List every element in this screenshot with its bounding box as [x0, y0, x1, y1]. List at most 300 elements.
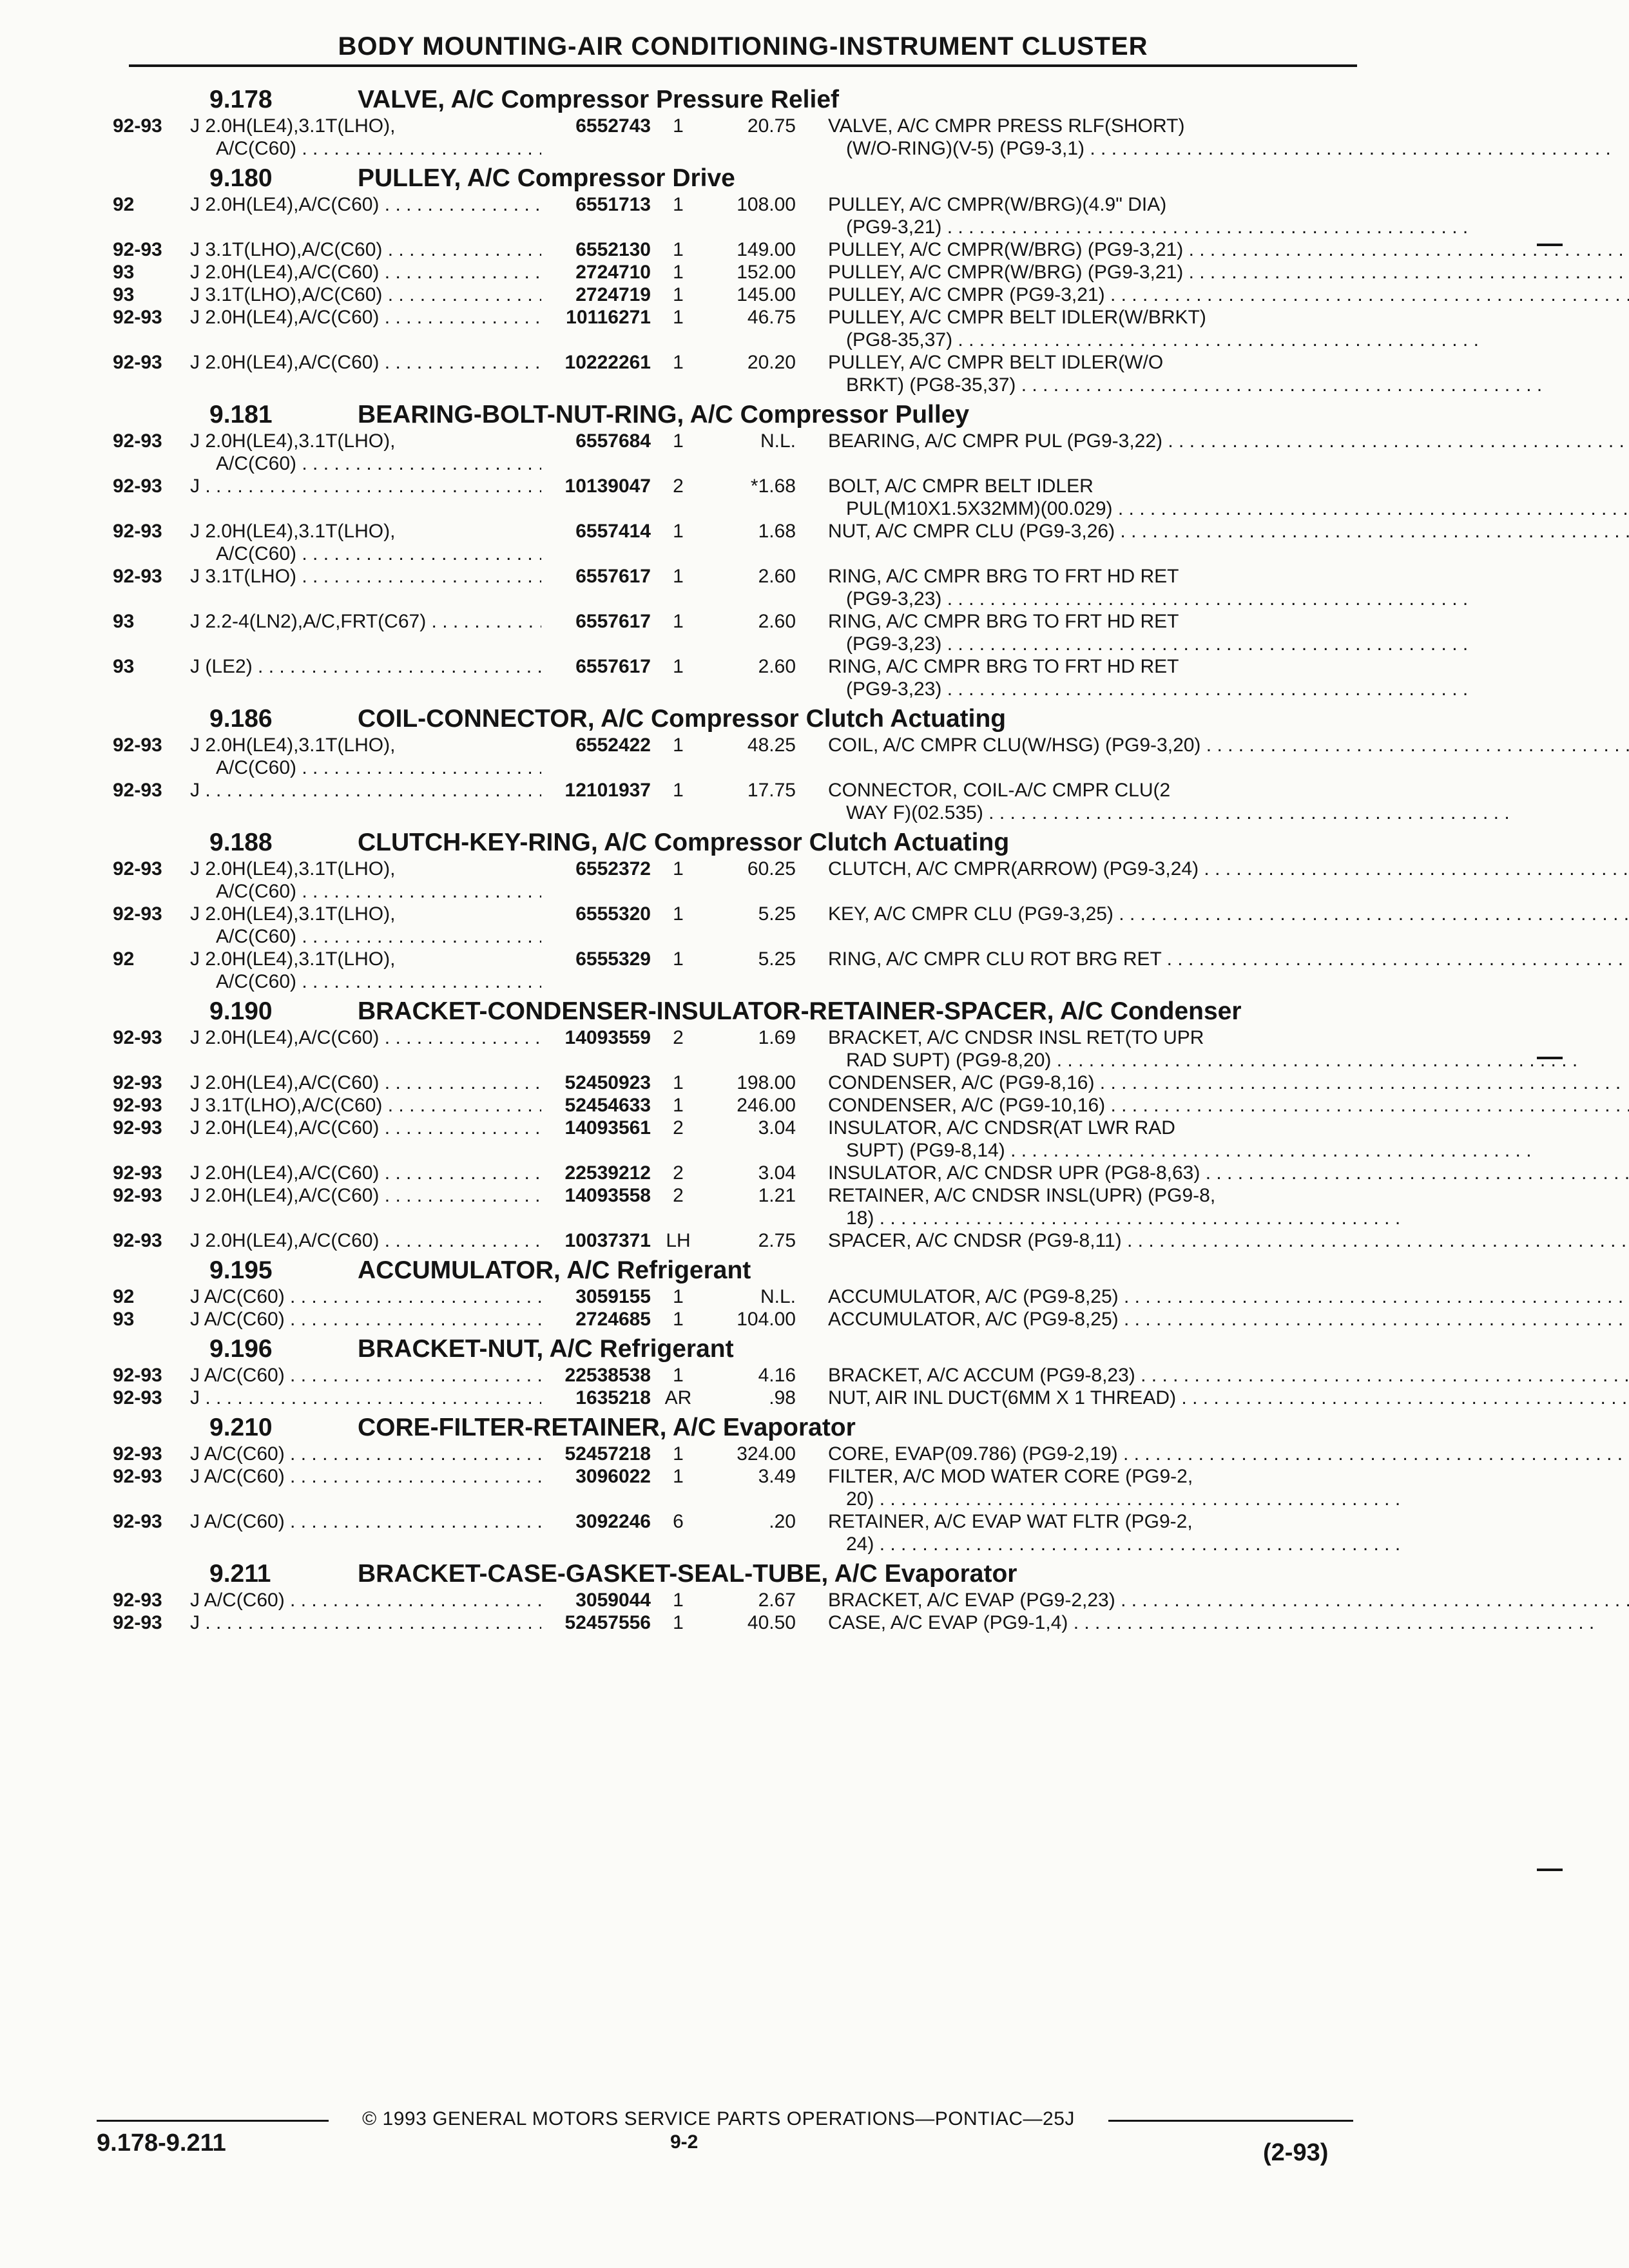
model-year: 92-93	[113, 1466, 162, 1487]
model-year: 92-93	[113, 566, 162, 587]
description-line: CONNECTOR, COIL-A/C CMPR CLU(2	[828, 780, 1171, 801]
part-number: 22539212	[564, 1162, 651, 1184]
part-row	[113, 1094, 1363, 1117]
part-number: 6557684	[575, 430, 651, 452]
application-line: J . . .	[190, 1611, 541, 1634]
description	[796, 1026, 1577, 1072]
application-line: A/C(C60) . . .	[190, 543, 541, 565]
model-year: 92-93	[113, 858, 162, 879]
description-line: RETAINER, A/C EVAP WAT FLTR (PG9-2,	[828, 1511, 1193, 1532]
description	[796, 1184, 1400, 1229]
application	[190, 1094, 541, 1117]
quantity: 1	[673, 1095, 684, 1116]
part-number: 14093559	[564, 1027, 651, 1048]
application-line: A/C(C60) . . .	[190, 970, 541, 993]
model-year: 92-93	[113, 1511, 162, 1532]
section-title: BRACKET-CONDENSER-INSULATOR-RETAINER-SPACER, A/C Condenser	[358, 997, 1242, 1025]
description-line: SUPT) (PG9-8,14) . . .	[828, 1139, 1532, 1162]
price: 20.75	[747, 115, 796, 137]
model-year: 92-93	[113, 1387, 162, 1408]
model-year: 93	[113, 611, 135, 632]
catalog-section	[113, 828, 1363, 993]
quantity: 2	[673, 1117, 684, 1139]
description-line: RETAINER, A/C CNDSR INSL(UPR) (PG9-8,	[828, 1185, 1216, 1206]
catalog-section	[113, 704, 1363, 824]
application-line: J 2.0H(LE4),A/C(C60) . . .	[190, 306, 541, 329]
application	[190, 734, 541, 779]
application-line: J 3.1T(LHO),A/C(C60) . . .	[190, 284, 541, 306]
model-year: 92-93	[113, 521, 162, 542]
quantity: 1	[673, 352, 684, 373]
model-year: 92-93	[113, 780, 162, 801]
model-year: 92-93	[113, 1162, 162, 1184]
quantity: 1	[673, 1590, 684, 1611]
model-year: 92-93	[113, 430, 162, 452]
description	[796, 1510, 1400, 1555]
quantity: 1	[673, 262, 684, 283]
description	[796, 306, 1479, 351]
description-line: PULLEY, A/C CMPR(W/BRG) (PG9-3,21) . . .	[828, 261, 1629, 284]
model-year: 92-93	[113, 307, 162, 328]
part-number: 6552372	[575, 858, 651, 879]
part-row	[113, 284, 1363, 306]
application-line: J 2.0H(LE4),A/C(C60) . . .	[190, 1072, 541, 1094]
quantity: 2	[673, 1162, 684, 1184]
part-number: 52450923	[564, 1072, 651, 1093]
description-line: (PG9-3,23) . . .	[828, 588, 1468, 610]
part-row	[113, 1364, 1363, 1387]
part-number: 6552130	[575, 239, 651, 260]
application-line: J 2.0H(LE4),A/C(C60) . . .	[190, 1026, 541, 1049]
catalog-section	[113, 997, 1363, 1252]
model-year: 92-93	[113, 1443, 162, 1465]
part-row	[113, 1387, 1363, 1409]
description	[796, 1611, 1594, 1634]
price: 145.00	[737, 284, 796, 305]
description-line: (W/O-RING)(V-5) (PG9-3,1) . . .	[828, 137, 1611, 160]
quantity: 1	[673, 115, 684, 137]
price: 3.49	[758, 1466, 796, 1487]
application	[190, 948, 541, 993]
model-year: 93	[113, 262, 135, 283]
price: .20	[769, 1511, 796, 1532]
part-number: 6557617	[575, 656, 651, 677]
part-row	[113, 115, 1363, 160]
price: 20.20	[747, 352, 796, 373]
price: 1.21	[758, 1185, 796, 1206]
part-number: 10139047	[564, 476, 651, 497]
model-year: 92-93	[113, 115, 162, 137]
quantity: 1	[673, 284, 684, 305]
application-line: J A/C(C60) . . .	[190, 1308, 541, 1331]
application	[190, 565, 541, 588]
price: .98	[769, 1387, 796, 1408]
application	[190, 1162, 541, 1184]
price: N.L.	[760, 1286, 796, 1307]
part-number: 6557617	[575, 566, 651, 587]
section-heading	[113, 997, 1363, 1026]
application	[190, 1308, 541, 1331]
description	[796, 1387, 1629, 1409]
description	[796, 475, 1629, 520]
quantity: 1	[673, 1612, 684, 1633]
section-title: ACCUMULATOR, A/C Refrigerant	[358, 1256, 751, 1284]
quantity: 6	[673, 1511, 684, 1532]
price: 1.68	[758, 521, 796, 542]
application	[190, 284, 541, 306]
model-year: 92-93	[113, 476, 162, 497]
price: 2.75	[758, 1230, 796, 1251]
application	[190, 779, 541, 802]
price: 3.04	[758, 1162, 796, 1184]
quantity: 1	[673, 948, 684, 970]
price: 198.00	[737, 1072, 796, 1093]
application	[190, 655, 541, 678]
part-row	[113, 1117, 1363, 1162]
application	[190, 1364, 541, 1387]
description-line: RING, A/C CMPR BRG TO FRT HD RET	[828, 566, 1179, 587]
application	[190, 520, 541, 565]
part-row	[113, 193, 1363, 238]
price: 246.00	[737, 1095, 796, 1116]
catalog-section	[113, 400, 1363, 700]
part-number: 6555320	[575, 903, 651, 925]
part-row	[113, 903, 1363, 948]
application-line: J A/C(C60) . . .	[190, 1465, 541, 1488]
quantity: 1	[673, 735, 684, 756]
price: 17.75	[747, 780, 796, 801]
price: 108.00	[737, 194, 796, 215]
application-line: A/C(C60) . . .	[190, 137, 541, 160]
part-number: 2724719	[575, 284, 651, 305]
description-line: INSULATOR, A/C CNDSR UPR (PG8-8,63) . . .	[828, 1162, 1629, 1184]
catalog-section	[113, 1413, 1363, 1555]
description	[796, 193, 1468, 238]
margin-mark	[1537, 1869, 1563, 1871]
application-line: J 2.0H(LE4),3.1T(LHO),	[190, 903, 396, 925]
application	[190, 1611, 541, 1634]
part-row	[113, 306, 1363, 351]
part-row	[113, 475, 1363, 520]
model-year: 93	[113, 656, 135, 677]
header-rule	[129, 64, 1357, 67]
price: 46.75	[747, 307, 796, 328]
part-row	[113, 1589, 1363, 1611]
description-line: BRKT) (PG8-35,37) . . .	[828, 374, 1542, 396]
part-number: 6555329	[575, 948, 651, 970]
model-year: 92-93	[113, 1612, 162, 1633]
catalog-section	[113, 1256, 1363, 1331]
description-line: SPACER, A/C CNDSR (PG9-8,11) . . .	[828, 1229, 1629, 1252]
price: 4.16	[758, 1365, 796, 1386]
description-line: CONDENSER, A/C (PG9-10,16) . . .	[828, 1094, 1629, 1117]
application-line: J 2.0H(LE4),3.1T(LHO),	[190, 521, 396, 542]
application-line: J 2.0H(LE4),3.1T(LHO),	[190, 948, 396, 970]
description-line: PULLEY, A/C CMPR (PG9-3,21) . . .	[828, 284, 1629, 306]
application	[190, 1443, 541, 1465]
application-line: J (LE2) . . .	[190, 655, 541, 678]
description-line: BRACKET, A/C EVAP (PG9-2,23) . . .	[828, 1589, 1629, 1611]
part-row	[113, 610, 1363, 655]
quantity: 1	[673, 1072, 684, 1093]
description-line: BRACKET, A/C ACCUM (PG9-8,23) . . .	[828, 1364, 1629, 1387]
model-year: 92-93	[113, 352, 162, 373]
catalog-section	[113, 1559, 1363, 1634]
part-number: 52454633	[564, 1095, 651, 1116]
description-line: CLUTCH, A/C CMPR(ARROW) (PG9-3,24) . . .	[828, 858, 1629, 880]
part-row	[113, 1229, 1363, 1252]
quantity: 1	[673, 430, 684, 452]
description	[796, 779, 1510, 824]
footer-revision-date: (2-93)	[1263, 2139, 1329, 2166]
section-number: 9.211	[209, 1560, 271, 1588]
section-number: 9.180	[209, 164, 273, 192]
description-line: WAY F)(02.535) . . .	[828, 802, 1510, 824]
description-line: 18) . . .	[828, 1207, 1400, 1229]
description-line: PULLEY, A/C CMPR BELT IDLER(W/BRKT)	[828, 307, 1206, 328]
description-line: (PG9-3,21) . . .	[828, 216, 1468, 238]
application-line: J 2.0H(LE4),A/C(C60) . . .	[190, 261, 541, 284]
part-row	[113, 1162, 1363, 1184]
footer-section-range: 9.178-9.211	[97, 2129, 226, 2157]
quantity: 1	[673, 903, 684, 925]
part-number: 10037371	[564, 1230, 651, 1251]
description	[796, 1589, 1629, 1611]
quantity: 1	[673, 858, 684, 879]
application-line: J A/C(C60) . . .	[190, 1443, 541, 1465]
section-heading	[113, 828, 1363, 858]
section-heading	[113, 1559, 1363, 1589]
part-row	[113, 948, 1363, 993]
description-line: RING, A/C CMPR CLU ROT BRG RET . . .	[828, 948, 1629, 970]
description-line: CORE, EVAP(09.786) (PG9-2,19) . . .	[828, 1443, 1629, 1465]
price: 40.50	[747, 1612, 796, 1633]
application	[190, 903, 541, 948]
section-number: 9.188	[209, 829, 273, 856]
part-number: 6552743	[575, 115, 651, 137]
section-title: VALVE, A/C Compressor Pressure Relief	[358, 86, 840, 113]
part-number: 10222261	[564, 352, 651, 373]
section-title: PULLEY, A/C Compressor Drive	[358, 164, 735, 192]
application	[190, 1184, 541, 1207]
part-number: 52457218	[564, 1443, 651, 1465]
application	[190, 306, 541, 329]
quantity: 1	[673, 566, 684, 587]
application	[190, 1465, 541, 1488]
model-year: 92-93	[113, 1590, 162, 1611]
description-line: RING, A/C CMPR BRG TO FRT HD RET	[828, 656, 1179, 677]
description	[796, 610, 1468, 655]
part-row	[113, 520, 1363, 565]
footer-page-number: 9-2	[670, 2131, 699, 2153]
description-line: (PG8-35,37) . . .	[828, 329, 1479, 351]
application-line: A/C(C60) . . .	[190, 880, 541, 903]
application-line: A/C(C60) . . .	[190, 452, 541, 475]
application	[190, 1229, 541, 1252]
description-line: (PG9-3,23) . . .	[828, 633, 1468, 655]
description	[796, 1285, 1629, 1308]
part-row	[113, 655, 1363, 700]
catalog-section	[113, 1334, 1363, 1409]
price: 60.25	[747, 858, 796, 879]
part-row	[113, 1465, 1363, 1510]
application-line: J . . .	[190, 475, 541, 497]
quantity: 1	[673, 780, 684, 801]
application-line: J 2.0H(LE4),A/C(C60) . . .	[190, 1229, 541, 1252]
model-year: 92-93	[113, 1095, 162, 1116]
application	[190, 1589, 541, 1611]
section-number: 9.190	[209, 997, 273, 1025]
price: 104.00	[737, 1309, 796, 1330]
section-heading	[113, 704, 1363, 734]
part-number: 6557414	[575, 521, 651, 542]
description	[796, 261, 1629, 284]
application	[190, 430, 541, 475]
application	[190, 858, 541, 903]
price: 3.04	[758, 1117, 796, 1139]
section-heading	[113, 1413, 1363, 1443]
part-row	[113, 779, 1363, 824]
description	[796, 1364, 1629, 1387]
part-number: 12101937	[564, 780, 651, 801]
description	[796, 1117, 1532, 1162]
application	[190, 1510, 541, 1533]
application-line: J 2.0H(LE4),3.1T(LHO),	[190, 735, 396, 756]
part-row	[113, 1510, 1363, 1555]
part-number: 22538538	[564, 1365, 651, 1386]
part-number: 6557617	[575, 611, 651, 632]
part-row	[113, 1308, 1363, 1331]
description	[796, 1308, 1629, 1331]
application-line: J 2.0H(LE4),A/C(C60) . . .	[190, 351, 541, 374]
description-line: RAD SUPT) (PG9-8,20) . . .	[828, 1049, 1577, 1072]
quantity: 1	[673, 307, 684, 328]
application	[190, 193, 541, 216]
price: 2.60	[758, 566, 796, 587]
quantity: 1	[673, 1309, 684, 1330]
model-year: 92	[113, 1286, 135, 1307]
description-line: BRACKET, A/C CNDSR INSL RET(TO UPR	[828, 1027, 1204, 1048]
application	[190, 1072, 541, 1094]
part-number: 3092246	[575, 1511, 651, 1532]
price: 1.69	[758, 1027, 796, 1048]
application-line: J 2.0H(LE4),A/C(C60) . . .	[190, 1162, 541, 1184]
price: 5.25	[758, 903, 796, 925]
section-title: CLUTCH-KEY-RING, A/C Compressor Clutch Actuating	[358, 829, 1010, 856]
model-year: 92-93	[113, 1230, 162, 1251]
description	[796, 520, 1629, 543]
part-row	[113, 238, 1363, 261]
section-title: CORE-FILTER-RETAINER, A/C Evaporator	[358, 1414, 856, 1441]
part-row	[113, 261, 1363, 284]
section-title: BRACKET-NUT, A/C Refrigerant	[358, 1335, 734, 1363]
description	[796, 948, 1629, 970]
page-title: BODY MOUNTING-AIR CONDITIONING-INSTRUMENT CLUSTER	[338, 32, 1148, 61]
application-line: J A/C(C60) . . .	[190, 1589, 541, 1611]
description-line: CONDENSER, A/C (PG9-8,16) . . .	[828, 1072, 1621, 1094]
model-year: 92-93	[113, 903, 162, 925]
model-year: 92	[113, 194, 135, 215]
application-line: A/C(C60) . . .	[190, 925, 541, 948]
price: 324.00	[737, 1443, 796, 1465]
section-title: BEARING-BOLT-NUT-RING, A/C Compressor Pulley	[358, 401, 970, 428]
description-line: COIL, A/C CMPR CLU(W/HSG) (PG9-3,20) . . .	[828, 734, 1629, 756]
model-year: 92-93	[113, 735, 162, 756]
section-heading	[113, 164, 1363, 193]
description	[796, 858, 1629, 880]
description-line: RING, A/C CMPR BRG TO FRT HD RET	[828, 611, 1179, 632]
section-heading	[113, 1334, 1363, 1364]
application	[190, 1285, 541, 1308]
application-line: J 2.0H(LE4),3.1T(LHO),	[190, 430, 396, 452]
application-line: J 3.1T(LHO),A/C(C60) . . .	[190, 238, 541, 261]
application	[190, 1117, 541, 1139]
model-year: 93	[113, 1309, 135, 1330]
quantity: 2	[673, 1027, 684, 1048]
description-line: (PG9-3,23) . . .	[828, 678, 1468, 700]
part-row	[113, 1285, 1363, 1308]
quantity: 1	[673, 1365, 684, 1386]
description-line: PULLEY, A/C CMPR(W/BRG) (PG9-3,21) . . .	[828, 238, 1629, 261]
application-line: J 2.2-4(LN2),A/C,FRT(C67) . . .	[190, 610, 541, 633]
application-line: A/C(C60) . . .	[190, 756, 541, 779]
application	[190, 475, 541, 497]
model-year: 92-93	[113, 1027, 162, 1048]
description-line: ACCUMULATOR, A/C (PG9-8,25) . . .	[828, 1285, 1629, 1308]
description	[796, 1094, 1629, 1117]
section-title: COIL-CONNECTOR, A/C Compressor Clutch Actuating	[358, 705, 1007, 733]
part-number: 1635218	[575, 1387, 651, 1408]
price: 152.00	[737, 262, 796, 283]
quantity: 1	[673, 611, 684, 632]
catalog-section	[113, 164, 1363, 396]
section-number: 9.196	[209, 1335, 273, 1363]
description	[796, 903, 1629, 925]
application	[190, 610, 541, 633]
description-line: FILTER, A/C MOD WATER CORE (PG9-2,	[828, 1466, 1193, 1487]
description-line: BOLT, A/C CMPR BELT IDLER	[828, 476, 1094, 497]
description	[796, 238, 1629, 261]
application-line: J 2.0H(LE4),3.1T(LHO),	[190, 115, 396, 137]
quantity: 1	[673, 239, 684, 260]
part-row	[113, 565, 1363, 610]
application-line: J 3.1T(LHO),A/C(C60) . . .	[190, 1094, 541, 1117]
application-line: J 2.0H(LE4),A/C(C60) . . .	[190, 193, 541, 216]
application-line: J . . .	[190, 1387, 541, 1409]
footer-rule-left	[97, 2120, 329, 2122]
application-line: J 2.0H(LE4),3.1T(LHO),	[190, 858, 396, 879]
part-number: 52457556	[564, 1612, 651, 1633]
application-line: J . . .	[190, 779, 541, 802]
description	[796, 1443, 1629, 1465]
application-line: J 2.0H(LE4),A/C(C60) . . .	[190, 1117, 541, 1139]
part-row	[113, 1443, 1363, 1465]
section-title: BRACKET-CASE-GASKET-SEAL-TUBE, A/C Evaporator	[358, 1560, 1017, 1588]
description	[796, 1229, 1629, 1252]
price: 2.60	[758, 611, 796, 632]
description-line: PULLEY, A/C CMPR BELT IDLER(W/O	[828, 352, 1164, 373]
model-year: 92-93	[113, 239, 162, 260]
application-line: J 2.0H(LE4),A/C(C60) . . .	[190, 1184, 541, 1207]
part-number: 3059044	[575, 1590, 651, 1611]
section-number: 9.186	[209, 705, 273, 733]
description-line: BEARING, A/C CMPR PUL (PG9-3,22) . . .	[828, 430, 1629, 452]
part-number: 6552422	[575, 735, 651, 756]
description-line: NUT, A/C CMPR CLU (PG9-3,26) . . .	[828, 520, 1629, 543]
part-row	[113, 1611, 1363, 1634]
price: 48.25	[747, 735, 796, 756]
quantity: 2	[673, 1185, 684, 1206]
